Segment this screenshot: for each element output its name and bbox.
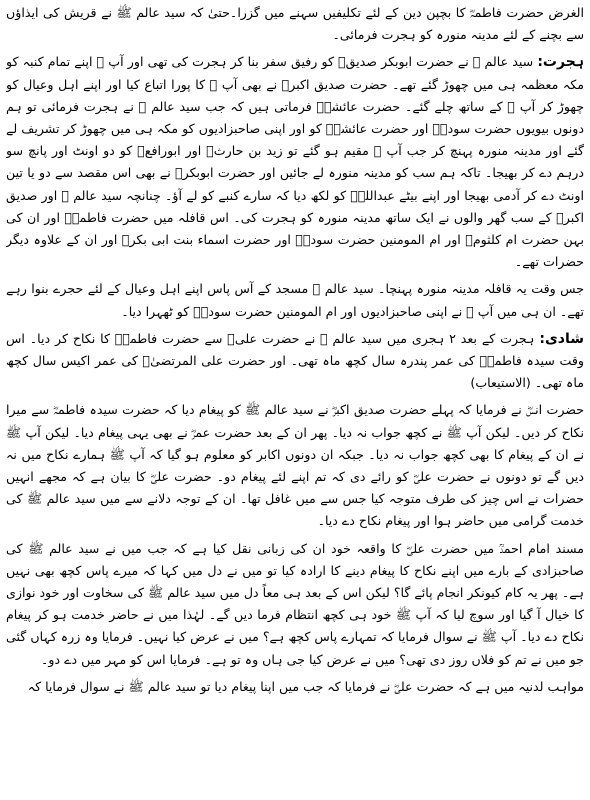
- paragraph-mawahib: [6, 676, 584, 698]
- paragraph-text: سید عالم ﷺ نے حضرت ابوبکر صدیقؓ کو رفیق سفر بنا کر ہجرت کی تھی اور آپ ﷺ اپنے تمام کنبہ کو مکہ معظمہ ہی میں چھوڑ گئے تھے۔ حضرت صدیق اکبرؓ نے بھی آپ ﷺ کا پورا اتباع کیا اور اپنے اہل وعیال کو چھوڑ کر آپ ﷺ کے ساتھ چلے گئے۔ حضرت عائشہؓ فرماتی ہیں کہ جب سید عالم ﷺ نے ہجرت فرمائی تو ہم دونوں بیویوں حضرت سودہؓ اور حضرت عائشہؓ کو اور اپنی صاحبزادیوں کو مکہ ہی میں چھوڑ کر تشریف لے گئے اور مدینہ منورہ پہنچ کر جب آپ ﷺ مقیم ہو گئے تو زید بن حارثؓ اور ابورافعؓ کو دو اونٹ اور پانچ سو درہم دے کر بھیجا۔ تاکہ ہم سب کو مدینہ منورہ لے جائیں اور حضرت ابوبکرؓ نے بھی اس مقصد سے دو یا تین اونٹ دے کر آدمی بھیجا اور اپنے بیٹے عبداللہؓ کو لکھ دیا کہ سارے کنبے کو لے آؤ۔ چنانچہ سید عالم ﷺ اور صدیق اکبرؓ کے سب گھر والوں نے ایک ساتھ مدینہ منورہ کو ہجرت کی۔ اس قافلہ میں حضرت فاطمہؓ اور ان کی بہن حضرت ام کلثومؓ اور ام المومنین حضرت سودہؓ اور حضرت اسماء بنت ابی بکرؓ اور ان کے علاوہ دیگر حضرات تھے۔: [6, 54, 584, 270]
- paragraph-heading-shadi: شادی:: [539, 330, 584, 347]
- paragraph-text: جس وقت یہ قافلہ مدینہ منورہ پہنچا۔ سید عالم ﷺ مسجد کے آس پاس اپنے اہل وعیال کے لئے حجرے بنوا رہے تھے۔ ان ہی میں آپ ﷺ نے اپنی صاحبزادیوں اور ام المومنین حضرت سودہؓ کو ٹھہرا دیا۔: [6, 281, 584, 319]
- paragraph-text: الغرض حضرت فاطمہؓ کا بچپن دین کے لئے تکلیفیں سہنے میں گزرا۔حتیٰ کہ سید عالم ﷺ نے قریش کی ایذاؤں سے بچنے کے لئے مدینہ منورہ کو ہجرت فرمائی۔: [6, 5, 584, 43]
- paragraph-text: ہجرت کے بعد ۲ ہجری میں سید عالم ﷺ نے حضرت علیؓ سے حضرت فاطمہؓ کا نکاح کر دیا۔ اس وقت سیدہ فاطمہؓ کی عمر پندرہ سال کچھ ماہ تھی۔ اور حضرت علی المرتضیٰؓ کی عمر اکیس سال کچھ ماہ تھی۔ (الاستیعاب): [6, 330, 584, 391]
- paragraph-heading-hijrat: ہجرت:: [537, 54, 584, 71]
- paragraph-hijrat: [6, 51, 584, 273]
- paragraph-text: مواہب لدنیہ میں ہے کہ حضرت علیؓ نے فرمایا کہ جب میں اپنا پیغام دیا تو سید عالم ﷺ نے سوال فرمایا کہ: [27, 678, 584, 694]
- paragraph-arrival: [6, 278, 584, 322]
- document-page: [6, 2, 584, 798]
- paragraph-intro: [6, 2, 584, 46]
- paragraph-text: مسند امام احمدؒ میں حضرت علیؓ کا واقعہ خود ان کی زبانی نقل کیا ہے کہ جب میں نے سید عالم ﷺ کی صاحبزادی کے بارے میں اپنے نکاح کا پیغام دینے کا ارادہ کیا تو میں نے دل میں کہا کہ میرے پاس کچھ بھی نہیں ہے۔ پھر یہ کام کیونکر انجام پائے گا؟ لیکن اس کے بعد ہی معاً دل میں سید عالم ﷺ کی سخاوت اور خود نوازی کا خیال آ گیا اور سوچ لیا کہ آپ ﷺ خود ہی کچھ انتظام فرما دیں گے۔ لہٰذا میں نے حاضر خدمت ہو کر پیغام نکاح دے دیا۔ آپ ﷺ نے سوال فرمایا کہ تمہارے پاس کچھ ہے؟ میں نے عرض کیا نہیں۔ فرمایا وہ زرہ کہاں گئی جو میں نے تم کو فلاں روز دی تھی؟ میں نے عرض کیا جی ہاں وہ تو ہے۔ فرمایا اس کو مہر میں دے دو۔: [6, 540, 584, 667]
- paragraph-musnad: [6, 538, 584, 671]
- paragraph-shadi: [6, 328, 584, 395]
- paragraph-anas: [6, 399, 584, 532]
- paragraph-text: حضرت انسؓ نے فرمایا کہ پہلے حضرت صدیق اکبرؓ نے سید عالم ﷺ کو پیغام دیا کہ حضرت سیدہ فاطمہؓ سے میرا نکاح کر دیں۔ لیکن آپ ﷺ نے کچھ جواب نہ دیا۔ پھر ان کے بعد حضرت عمرؓ نے بھی یہی پیغام دیا۔ لیکن آپ ﷺ نے ان کے پیغام کا بھی کچھ جواب نہ دیا۔ جبکہ ان دونوں اکابر کو معلوم ہو گیا کہ آپ ﷺ ہمارے نکاح میں نہ دیں گے تو دونوں نے حضرت علیؓ کو رائے دی کہ تم اپنے لئے پیغام دو۔ حضرت علیؓ کا بیان ہے کہ مجھے انہیں حضرات نے اس چیز کی طرف متوجہ کیا جس سے میں غافل تھا۔ ان کے توجہ دلانے سے میں سید عالم ﷺ کی خدمت گرامی میں حاضر ہوا اور پیغام نکاح دے دیا۔: [6, 402, 584, 529]
